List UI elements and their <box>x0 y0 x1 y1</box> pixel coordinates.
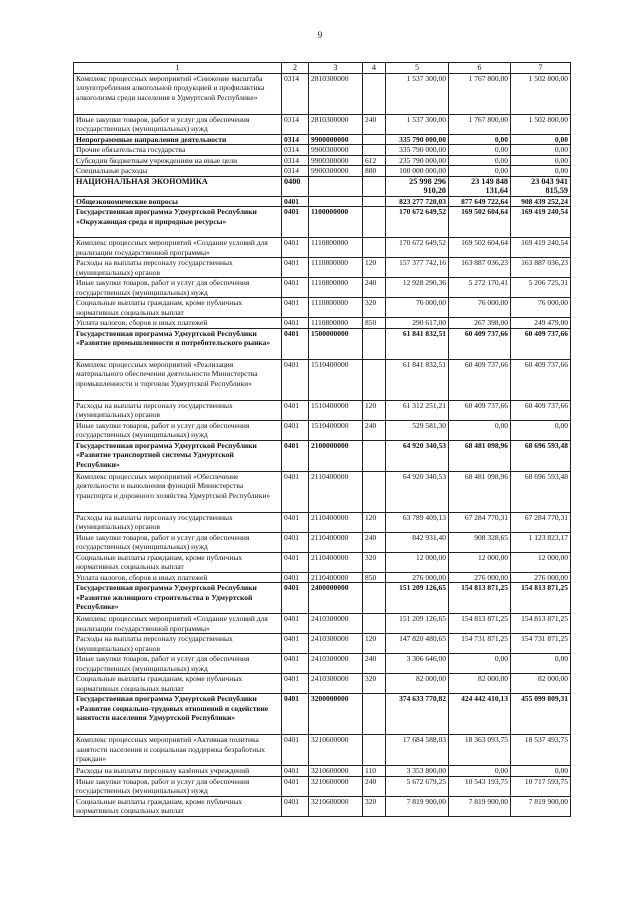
row-section-cell: 0401 <box>282 532 309 552</box>
row-section-cell: 0314 <box>282 73 309 114</box>
row-expense-type-cell <box>363 196 386 207</box>
row-article-cell: 1110800000 <box>309 318 363 329</box>
row-expense-type-cell <box>363 614 386 634</box>
row-name-cell: Общеэкономические вопросы <box>74 196 282 207</box>
row-amount-year1-cell: 147 820 480,65 <box>386 634 449 654</box>
row-section-cell: 0314 <box>282 155 309 166</box>
row-article-cell: 2810300000 <box>309 73 363 114</box>
row-article-cell: 1510400000 <box>309 420 363 440</box>
row-amount-year2-cell: 424 442 410,13 <box>449 694 511 735</box>
row-amount-year3-cell: 276 000,00 <box>511 572 571 583</box>
table-row <box>74 735 571 766</box>
row-section-cell: 0401 <box>282 278 309 298</box>
row-amount-year3-cell: 154 731 871,25 <box>511 634 571 654</box>
row-article-cell: 2110400000 <box>309 572 363 583</box>
row-amount-year2-cell: 163 887 036,23 <box>449 258 511 278</box>
row-amount-year3-cell: 10 717 593,75 <box>511 776 571 796</box>
row-amount-year1-cell: 64 920 340,53 <box>386 471 449 512</box>
row-expense-type-cell: 240 <box>363 654 386 674</box>
row-article-cell <box>309 176 363 196</box>
row-amount-year3-cell: 0,00 <box>511 420 571 440</box>
row-amount-year2-cell: 10 543 193,75 <box>449 776 511 796</box>
row-amount-year2-cell: 169 502 604,64 <box>449 207 511 238</box>
row-section-cell: 0401 <box>282 512 309 532</box>
table-row <box>74 776 571 796</box>
table-row <box>74 176 571 196</box>
row-section-cell: 0401 <box>282 207 309 238</box>
row-name-cell: Социальные выплаты гражданам, кроме публичных нормативных социальных выплат <box>74 796 282 816</box>
row-article-cell: 2110400000 <box>309 471 363 512</box>
row-name-cell: Государственная программа Удмуртской Республики «Развитие транспортной системы Удмуртской Республики» <box>74 440 282 471</box>
row-expense-type-cell: 240 <box>363 420 386 440</box>
table-row <box>74 552 571 572</box>
row-expense-type-cell <box>363 583 386 614</box>
row-amount-year2-cell: 18 363 093,75 <box>449 735 511 766</box>
row-amount-year1-cell: 290 617,00 <box>386 318 449 329</box>
row-amount-year3-cell: 60 409 737,66 <box>511 400 571 420</box>
row-amount-year2-cell: 154 813 871,25 <box>449 583 511 614</box>
row-section-cell: 0401 <box>282 359 309 400</box>
row-article-cell: 9900300000 <box>309 155 363 166</box>
row-amount-year3-cell: 154 813 871,25 <box>511 614 571 634</box>
row-section-cell: 0401 <box>282 298 309 318</box>
row-amount-year1-cell: 1 537 300,00 <box>386 114 449 134</box>
row-amount-year1-cell: 12 928 290,36 <box>386 278 449 298</box>
row-amount-year2-cell: 267 398,00 <box>449 318 511 329</box>
row-article-cell: 1100000000 <box>309 207 363 238</box>
row-amount-year2-cell: 877 649 722,64 <box>449 196 511 207</box>
row-name-cell: Расходы на выплаты персоналу государственных (муниципальных) органов <box>74 400 282 420</box>
row-expense-type-cell <box>363 73 386 114</box>
row-amount-year1-cell: 82 000,00 <box>386 674 449 694</box>
row-article-cell: 2400000000 <box>309 583 363 614</box>
row-name-cell: Иные закупки товаров, работ и услуг для обеспечения государственных (муниципальных) нужд <box>74 654 282 674</box>
row-expense-type-cell <box>363 207 386 238</box>
row-article-cell: 2410300000 <box>309 614 363 634</box>
row-amount-year3-cell: 60 409 737,66 <box>511 359 571 400</box>
row-amount-year2-cell: 12 000,00 <box>449 552 511 572</box>
row-name-cell: Социальные выплаты гражданам, кроме публичных нормативных социальных выплат <box>74 298 282 318</box>
row-expense-type-cell: 320 <box>363 674 386 694</box>
table-row <box>74 155 571 166</box>
page-number: 9 <box>317 30 323 40</box>
row-amount-year1-cell: 235 790 000,00 <box>386 155 449 166</box>
row-article-cell: 9900000000 <box>309 134 363 145</box>
table-row <box>74 694 571 735</box>
row-section-cell: 0401 <box>282 583 309 614</box>
row-name-cell: Иные закупки товаров, работ и услуг для обеспечения государственных (муниципальных) нужд <box>74 420 282 440</box>
row-name-cell: Социальные выплаты гражданам, кроме публичных нормативных социальных выплат <box>74 674 282 694</box>
row-amount-year1-cell: 3 306 646,00 <box>386 654 449 674</box>
row-expense-type-cell: 110 <box>363 766 386 777</box>
row-amount-year1-cell: 5 672 679,25 <box>386 776 449 796</box>
row-section-cell: 0401 <box>282 328 309 359</box>
row-amount-year2-cell: 76 000,00 <box>449 298 511 318</box>
row-expense-type-cell <box>363 134 386 145</box>
table-row <box>74 114 571 134</box>
row-section-cell: 0401 <box>282 552 309 572</box>
row-amount-year2-cell: 7 819 900,00 <box>449 796 511 816</box>
row-amount-year1-cell: 1 537 300,00 <box>386 73 449 114</box>
table-row <box>74 359 571 400</box>
row-section-cell: 0400 <box>282 176 309 196</box>
row-amount-year3-cell: 249 479,00 <box>511 318 571 329</box>
row-amount-year1-cell: 25 998 296 910,20 <box>386 176 449 196</box>
table-row <box>74 674 571 694</box>
row-amount-year3-cell: 455 099 809,31 <box>511 694 571 735</box>
row-article-cell: 9900300000 <box>309 166 363 177</box>
row-expense-type-cell: 120 <box>363 634 386 654</box>
table-row <box>74 532 571 552</box>
row-amount-year3-cell: 0,00 <box>511 166 571 177</box>
row-amount-year2-cell: 0,00 <box>449 766 511 777</box>
row-name-cell: Государственная программа Удмуртской Республики «Развитие социально-трудовых отношений и содействие занятости населения Удмуртской Республики» <box>74 694 282 735</box>
header-col-3: 3 <box>309 63 363 74</box>
row-expense-type-cell: 850 <box>363 572 386 583</box>
row-name-cell: Комплекс процессных мероприятий «Обеспечение деятельности и выполнения функций Министерства транспорта и дорожного хозяйства Удмуртской Республики» <box>74 471 282 512</box>
row-section-cell: 0401 <box>282 196 309 207</box>
row-section-cell: 0401 <box>282 471 309 512</box>
row-expense-type-cell <box>363 328 386 359</box>
row-amount-year2-cell: 908 328,65 <box>449 532 511 552</box>
row-amount-year1-cell: 17 684 588,03 <box>386 735 449 766</box>
table-row <box>74 471 571 512</box>
row-name-cell: Специальные расходы <box>74 166 282 177</box>
row-expense-type-cell: 120 <box>363 400 386 420</box>
row-amount-year2-cell: 60 409 737,66 <box>449 359 511 400</box>
header-row <box>74 63 571 74</box>
row-amount-year3-cell: 0,00 <box>511 134 571 145</box>
table-row <box>74 73 571 114</box>
table-row <box>74 440 571 471</box>
row-section-cell: 0401 <box>282 238 309 258</box>
row-amount-year1-cell: 100 000 000,00 <box>386 166 449 177</box>
table-row <box>74 654 571 674</box>
table-row <box>74 238 571 258</box>
row-amount-year3-cell: 68 696 593,48 <box>511 471 571 512</box>
row-amount-year3-cell: 1 502 800,00 <box>511 114 571 134</box>
row-name-cell: Расходы на выплаты персоналу государственных (муниципальных) органов <box>74 512 282 532</box>
row-amount-year1-cell: 151 209 126,65 <box>386 583 449 614</box>
row-amount-year1-cell: 276 000,00 <box>386 572 449 583</box>
table-row <box>74 583 571 614</box>
row-amount-year3-cell: 0,00 <box>511 145 571 156</box>
table-row <box>74 766 571 777</box>
table-row <box>74 298 571 318</box>
header-col-4: 4 <box>363 63 386 74</box>
row-amount-year1-cell: 63 789 409,13 <box>386 512 449 532</box>
row-amount-year3-cell: 908 439 252,24 <box>511 196 571 207</box>
row-amount-year1-cell: 335 790 000,00 <box>386 145 449 156</box>
row-article-cell: 1110800000 <box>309 258 363 278</box>
row-amount-year3-cell: 82 000,00 <box>511 674 571 694</box>
budget-table <box>73 62 571 817</box>
row-expense-type-cell: 240 <box>363 532 386 552</box>
row-section-cell: 0401 <box>282 776 309 796</box>
row-name-cell: Непрограммные направления деятельности <box>74 134 282 145</box>
row-article-cell: 1510400000 <box>309 359 363 400</box>
row-name-cell: НАЦИОНАЛЬНАЯ ЭКОНОМИКА <box>74 176 282 196</box>
row-section-cell: 0314 <box>282 166 309 177</box>
row-name-cell: Комплекс процессных мероприятий «Активная политика занятости населения и социальная поддержка безработных граждан» <box>74 735 282 766</box>
row-name-cell: Уплата налогов, сборов и иных платежей <box>74 318 282 329</box>
row-article-cell: 2410300000 <box>309 634 363 654</box>
row-name-cell: Социальные выплаты гражданам, кроме публичных нормативных социальных выплат <box>74 552 282 572</box>
row-section-cell: 0401 <box>282 674 309 694</box>
row-amount-year3-cell: 169 419 240,54 <box>511 238 571 258</box>
row-article-cell: 1500000000 <box>309 328 363 359</box>
row-amount-year2-cell: 0,00 <box>449 420 511 440</box>
row-amount-year2-cell: 0,00 <box>449 145 511 156</box>
row-amount-year3-cell: 0,00 <box>511 654 571 674</box>
header-col-6: 6 <box>449 63 511 74</box>
row-expense-type-cell <box>363 238 386 258</box>
row-section-cell: 0401 <box>282 654 309 674</box>
row-amount-year2-cell: 276 000,00 <box>449 572 511 583</box>
row-expense-type-cell: 320 <box>363 796 386 816</box>
row-section-cell: 0401 <box>282 735 309 766</box>
row-expense-type-cell: 612 <box>363 155 386 166</box>
header-col-5: 5 <box>386 63 449 74</box>
table-row <box>74 572 571 583</box>
table-row <box>74 166 571 177</box>
row-amount-year2-cell: 154 813 871,25 <box>449 614 511 634</box>
header-col-7: 7 <box>511 63 571 74</box>
row-amount-year3-cell: 76 000,00 <box>511 298 571 318</box>
table-row <box>74 258 571 278</box>
table-row <box>74 328 571 359</box>
row-amount-year2-cell: 0,00 <box>449 134 511 145</box>
row-article-cell: 3210600000 <box>309 735 363 766</box>
table-row <box>74 420 571 440</box>
row-amount-year3-cell: 154 813 871,25 <box>511 583 571 614</box>
row-name-cell: Комплекс процессных мероприятий «Реализация материального обеспечения деятельности Министерства промышленности и торговли Удмуртской Республики» <box>74 359 282 400</box>
row-section-cell: 0401 <box>282 258 309 278</box>
row-amount-year2-cell: 68 481 098,96 <box>449 471 511 512</box>
table-row <box>74 512 571 532</box>
row-amount-year3-cell: 7 819 900,00 <box>511 796 571 816</box>
row-expense-type-cell <box>363 440 386 471</box>
row-amount-year2-cell: 154 731 871,25 <box>449 634 511 654</box>
row-expense-type-cell: 120 <box>363 258 386 278</box>
table-row <box>74 134 571 145</box>
row-amount-year2-cell: 1 767 800,00 <box>449 114 511 134</box>
row-name-cell: Прочие обязательства государства <box>74 145 282 156</box>
row-amount-year3-cell: 12 000,00 <box>511 552 571 572</box>
row-article-cell: 2110400000 <box>309 532 363 552</box>
row-amount-year3-cell: 60 409 737,66 <box>511 328 571 359</box>
row-article-cell: 3200000000 <box>309 694 363 735</box>
row-article-cell: 9900300000 <box>309 145 363 156</box>
row-name-cell: Уплата налогов, сборов и иных платежей <box>74 572 282 583</box>
table-row <box>74 634 571 654</box>
table-row <box>74 145 571 156</box>
row-amount-year3-cell: 5 206 725,31 <box>511 278 571 298</box>
table-row <box>74 196 571 207</box>
row-amount-year1-cell: 170 672 649,52 <box>386 238 449 258</box>
row-amount-year2-cell: 0,00 <box>449 654 511 674</box>
table-row <box>74 614 571 634</box>
row-article-cell: 1110800000 <box>309 278 363 298</box>
row-amount-year2-cell: 67 284 770,31 <box>449 512 511 532</box>
row-amount-year1-cell: 529 581,30 <box>386 420 449 440</box>
header-col-1: 1 <box>74 63 282 74</box>
row-name-cell: Государственная программа Удмуртской Республики «Развитие жилищного строительства в Удмуртской Республике» <box>74 583 282 614</box>
row-amount-year1-cell: 7 819 900,00 <box>386 796 449 816</box>
row-section-cell: 0401 <box>282 634 309 654</box>
row-amount-year3-cell: 67 284 770,31 <box>511 512 571 532</box>
header-col-2: 2 <box>282 63 309 74</box>
row-amount-year2-cell: 0,00 <box>449 166 511 177</box>
row-article-cell: 1510400000 <box>309 400 363 420</box>
table-row <box>74 796 571 816</box>
row-name-cell: Расходы на выплаты персоналу государственных (муниципальных) органов <box>74 258 282 278</box>
table-row <box>74 400 571 420</box>
row-expense-type-cell <box>363 694 386 735</box>
row-amount-year3-cell: 163 887 036,23 <box>511 258 571 278</box>
row-name-cell: Субсидии бюджетным учреждениям на иные цели <box>74 155 282 166</box>
row-article-cell: 3210600000 <box>309 796 363 816</box>
row-amount-year1-cell: 61 312 251,21 <box>386 400 449 420</box>
row-expense-type-cell: 320 <box>363 298 386 318</box>
row-amount-year2-cell: 60 409 737,66 <box>449 400 511 420</box>
table-row <box>74 207 571 238</box>
row-amount-year1-cell: 823 277 720,03 <box>386 196 449 207</box>
row-expense-type-cell: 120 <box>363 512 386 532</box>
row-expense-type-cell <box>363 359 386 400</box>
row-amount-year2-cell: 169 502 604,64 <box>449 238 511 258</box>
row-section-cell: 0314 <box>282 134 309 145</box>
row-article-cell: 2100000000 <box>309 440 363 471</box>
row-amount-year1-cell: 151 209 126,65 <box>386 614 449 634</box>
row-amount-year3-cell: 169 419 240,54 <box>511 207 571 238</box>
row-article-cell <box>309 196 363 207</box>
row-amount-year1-cell: 374 633 770,82 <box>386 694 449 735</box>
row-section-cell: 0401 <box>282 614 309 634</box>
row-amount-year1-cell: 12 000,00 <box>386 552 449 572</box>
row-name-cell: Иные закупки товаров, работ и услуг для обеспечения государственных (муниципальных) нужд <box>74 114 282 134</box>
row-expense-type-cell: 880 <box>363 166 386 177</box>
row-name-cell: Государственная программа Удмуртской Республики «Окружающая среда и природные ресурсы» <box>74 207 282 238</box>
row-section-cell: 0401 <box>282 572 309 583</box>
row-section-cell: 0401 <box>282 318 309 329</box>
row-section-cell: 0314 <box>282 114 309 134</box>
row-name-cell: Расходы на выплаты персоналу государственных (муниципальных) органов <box>74 634 282 654</box>
row-amount-year2-cell: 0,00 <box>449 155 511 166</box>
row-section-cell: 0401 <box>282 766 309 777</box>
row-amount-year3-cell: 1 123 823,17 <box>511 532 571 552</box>
row-amount-year3-cell: 0,00 <box>511 155 571 166</box>
row-amount-year2-cell: 68 481 098,96 <box>449 440 511 471</box>
row-amount-year1-cell: 335 790 000,00 <box>386 134 449 145</box>
row-name-cell: Комплекс процессных мероприятий «Снижение масштаба злоупотребления алкогольной продукцией и профилактика алкоголизма среди населения в Удмуртской Республике» <box>74 73 282 114</box>
row-amount-year3-cell: 1 502 800,00 <box>511 73 571 114</box>
row-name-cell: Иные закупки товаров, работ и услуг для обеспечения государственных (муниципальных) нужд <box>74 532 282 552</box>
row-section-cell: 0314 <box>282 145 309 156</box>
row-expense-type-cell <box>363 145 386 156</box>
row-article-cell: 1110800000 <box>309 298 363 318</box>
row-amount-year2-cell: 23 149 848 131,64 <box>449 176 511 196</box>
row-name-cell: Иные закупки товаров, работ и услуг для обеспечения государственных (муниципальных) нужд <box>74 278 282 298</box>
row-amount-year1-cell: 64 920 340,53 <box>386 440 449 471</box>
row-amount-year2-cell: 60 409 737,66 <box>449 328 511 359</box>
row-article-cell: 2110400000 <box>309 552 363 572</box>
row-article-cell: 3210600000 <box>309 776 363 796</box>
row-amount-year1-cell: 61 841 832,51 <box>386 359 449 400</box>
row-article-cell: 1110800000 <box>309 238 363 258</box>
row-article-cell: 2410300000 <box>309 674 363 694</box>
row-article-cell: 2110400000 <box>309 512 363 532</box>
row-name-cell: Иные закупки товаров, работ и услуг для обеспечения государственных (муниципальных) нужд <box>74 776 282 796</box>
row-expense-type-cell: 240 <box>363 776 386 796</box>
row-amount-year1-cell: 3 353 800,00 <box>386 766 449 777</box>
row-amount-year2-cell: 5 272 170,41 <box>449 278 511 298</box>
row-expense-type-cell: 240 <box>363 114 386 134</box>
row-article-cell: 2410300000 <box>309 654 363 674</box>
table-body <box>74 73 571 816</box>
row-expense-type-cell: 240 <box>363 278 386 298</box>
row-amount-year1-cell: 170 672 649,52 <box>386 207 449 238</box>
row-article-cell: 2810300000 <box>309 114 363 134</box>
row-amount-year3-cell: 23 043 941 815,59 <box>511 176 571 196</box>
row-name-cell: Комплекс процессных мероприятий «Создание условий для реализации государственной программы» <box>74 614 282 634</box>
row-expense-type-cell <box>363 735 386 766</box>
row-amount-year3-cell: 0,00 <box>511 766 571 777</box>
row-article-cell: 3210600000 <box>309 766 363 777</box>
row-section-cell: 0401 <box>282 694 309 735</box>
row-expense-type-cell: 850 <box>363 318 386 329</box>
row-section-cell: 0401 <box>282 440 309 471</box>
row-amount-year2-cell: 1 767 800,00 <box>449 73 511 114</box>
row-amount-year3-cell: 18 537 493,75 <box>511 735 571 766</box>
table-row <box>74 278 571 298</box>
row-amount-year2-cell: 82 000,00 <box>449 674 511 694</box>
row-section-cell: 0401 <box>282 796 309 816</box>
row-name-cell: Расходы на выплаты персоналу казённых учреждений <box>74 766 282 777</box>
row-section-cell: 0401 <box>282 420 309 440</box>
row-expense-type-cell <box>363 471 386 512</box>
row-amount-year3-cell: 68 696 593,48 <box>511 440 571 471</box>
table-row <box>74 318 571 329</box>
row-name-cell: Государственная программа Удмуртской Республики «Развитие промышленности и потребительского рынка» <box>74 328 282 359</box>
row-amount-year1-cell: 157 377 742,16 <box>386 258 449 278</box>
row-name-cell: Комплекс процессных мероприятий «Создание условий для реализации государственной программы» <box>74 238 282 258</box>
row-section-cell: 0401 <box>282 400 309 420</box>
row-expense-type-cell <box>363 176 386 196</box>
row-amount-year1-cell: 61 841 832,51 <box>386 328 449 359</box>
row-expense-type-cell: 320 <box>363 552 386 572</box>
row-amount-year1-cell: 76 000,00 <box>386 298 449 318</box>
row-amount-year1-cell: 842 931,40 <box>386 532 449 552</box>
